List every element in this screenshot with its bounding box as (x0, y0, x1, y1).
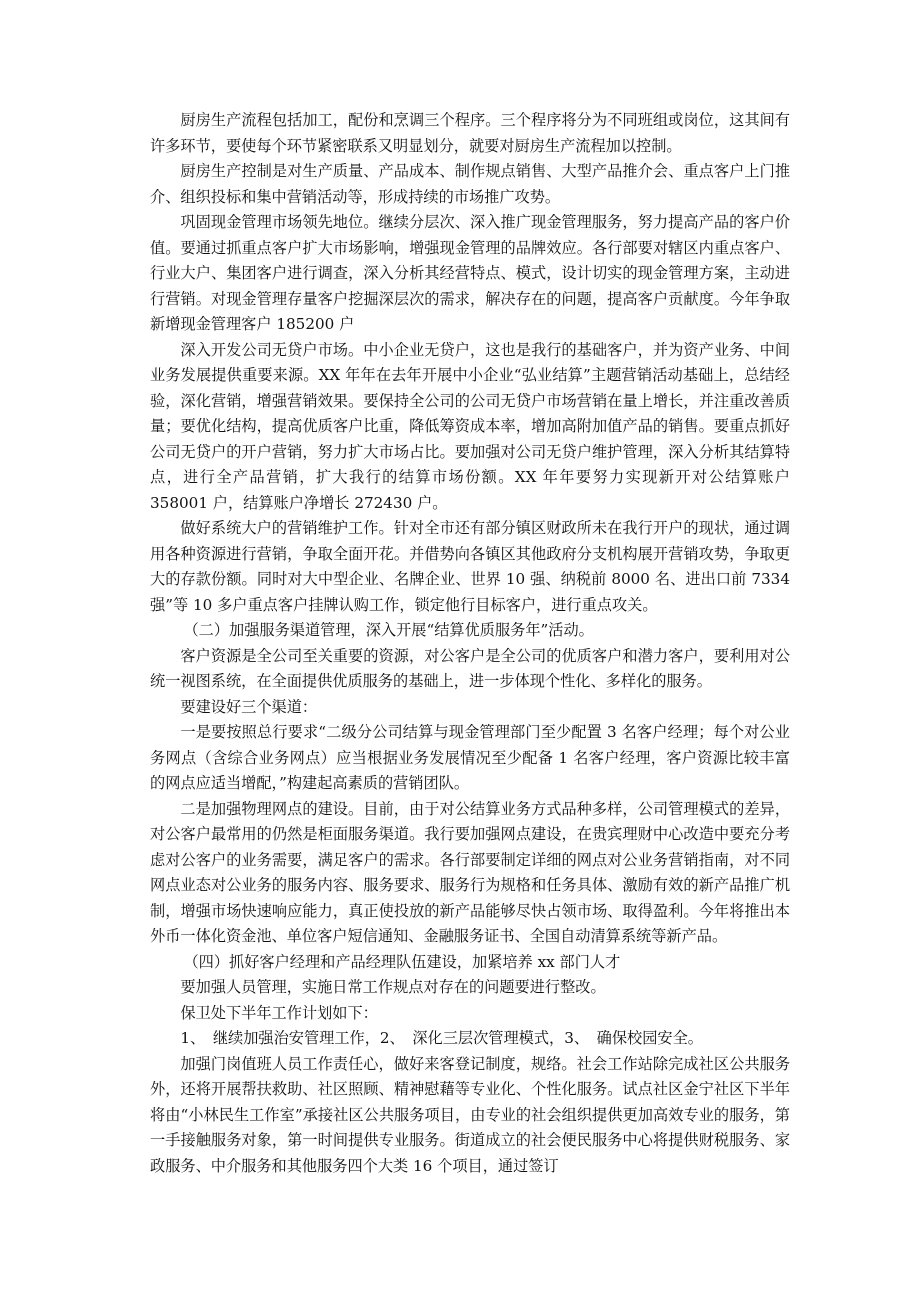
paragraph-channel-one: 一是要按照总行要求“二级分公司结算与现金管理部门至少配置 3 名客户经理；每个对公业务网点（含综合业务网点）应当根据业务发展情况至少配备 1 名客户经理，客户资源比较丰富的网点应适当增配，”构建起高素质的营销团队。 (150, 723, 790, 792)
paragraph-system-clients: 做好系统大户的营销维护工作。针对全市还有部分镇区财政所未在我行开户的现状，通过调用各种资源进行营销，争取全面开花。并借势向各镇区其他政府分支机构展开营销攻势，争取更大的存款份额。同时对大中型企业、名牌企业、世界 10 强、纳税前 8000 名、进出口前 7334 强”等 10 多户重点客户挂牌认购工作，锁定他行目标客户，进行重点攻关。 (150, 519, 790, 614)
paragraph-gate-duty: 加强门岗值班人员工作责任心，做好来客登记制度，规络。社会工作站除完成社区公共服务外，还将开展帮扶救助、社区照顾、精神慰藉等专业化、个性化服务。试点社区金宁社区下半年将由“小林民生工作室”承接社区公共服务项目，由专业的社会组织提供更加高效专业的服务，第一手接触服务对象，第一时间提供专业服务。街道成立的社会便民服务中心将提供财税服务、家政服务、中介服务和其他服务四个大类 16 个项目，通过签订 (150, 1054, 790, 1175)
paragraph-kitchen-process: 厨房生产流程包括加工，配份和烹调三个程序。三个程序将分为不同班组或岗位，这其间有许多环节，要使每个环节紧密联系又明显划分，就要对厨房生产流程加以控制。 (150, 111, 790, 155)
section-heading-service-channels: （二）加强服务渠道管理，深入开展“结算优质服务年”活动。 (183, 621, 594, 639)
paragraph-security-plan: 保卫处下半年工作计划如下： (180, 1003, 378, 1022)
paragraph-three-channels: 要建设好三个渠道： (180, 697, 318, 716)
paragraph-staff-management: 要加强人员管理，实施日常工作规点对存在的问题要进行整改。 (180, 978, 606, 996)
paragraph-channel-two: 二是加强物理网点的建设。目前，由于对公结算业务方式品种多样，公司管理模式的差异，对公客户最常用的仍然是柜面服务渠道。我行要加强网点建设，在贵宾理财中心改造中要充分考虑对公客户的业务需要，满足客户的需求。各行部要制定详细的网点对公业务营销指南，对不同网点业态对公业务的服务内容、服务要求、服务行为规格和任务具体、激励有效的新产品推广机制，增强市场快速响应能力，真正使投放的新产品能够尽快占领市场、取得盈利。今年将推出本外币一体化资金池、单位客户短信通知、金融服务证书、全国自动清算系统等新产品。 (150, 799, 790, 945)
section-heading-account-managers: （四）抓好客户经理和产品经理队伍建设，加紧培养 xx 部门人才 (183, 952, 621, 971)
paragraph-cash-management: 巩固现金管理市场领先地位。继续分层次、深入推广现金管理服务，努力提高产品的客户价值。要通过抓重点客户扩大市场影响，增强现金管理的品牌效应。各行部要对辖区内重点客户、行业大户、集团客户进行调查，深入分析其经营特点、模式，设计切实的现金管理方案，主动进行营销。对现金管理存量客户挖掘深层次的需求，解决存在的问题，提高客户贡献度。今年争取新增现金管理客户 185200 户 (150, 213, 790, 333)
document-body (150, 108, 790, 1179)
paragraph-security-list: 1、 继续加强治安管理工作，2、 深化三层次管理模式，3、 确保校园安全。 (180, 1029, 703, 1047)
paragraph-kitchen-control: 厨房生产控制是对生产质量、产品成本、制作规点销售、大型产品推介会、重点客户上门推介、组织投标和集中营销活动等，形成持续的市场推广攻势。 (150, 162, 790, 206)
paragraph-non-loan-market: 深入开发公司无贷户市场。中小企业无贷户，这也是我行的基础客户，并为资产业务、中间业务发展提供重要来源。XX 年年在去年开展中小企业“弘业结算”主题营销活动基础上，总结经验，深化营销，增强营销效果。要保持全公司的公司无贷户市场营销在量上增长，并注重改善质量；要优化结构，提高优质客户比重，降低筹资成本率，增加高附加值产品的销售。要重点抓好公司无贷户的开户营销，努力扩大市场占比。要加强对公司无贷户维护管理，深入分析其结算特点，进行全产品营销，扩大我行的结算市场份额。XX 年年要努力实现新开对公结算账户 358001 户，结算账户净增长 272430 户。 (150, 340, 790, 512)
paragraph-client-resources: 客户资源是全公司至关重要的资源，对公客户是全公司的优质客户和潜力客户，要利用对公统一视图系统，在全面提供优质服务的基础上，进一步体现个性化、多样化的服务。 (150, 646, 790, 690)
